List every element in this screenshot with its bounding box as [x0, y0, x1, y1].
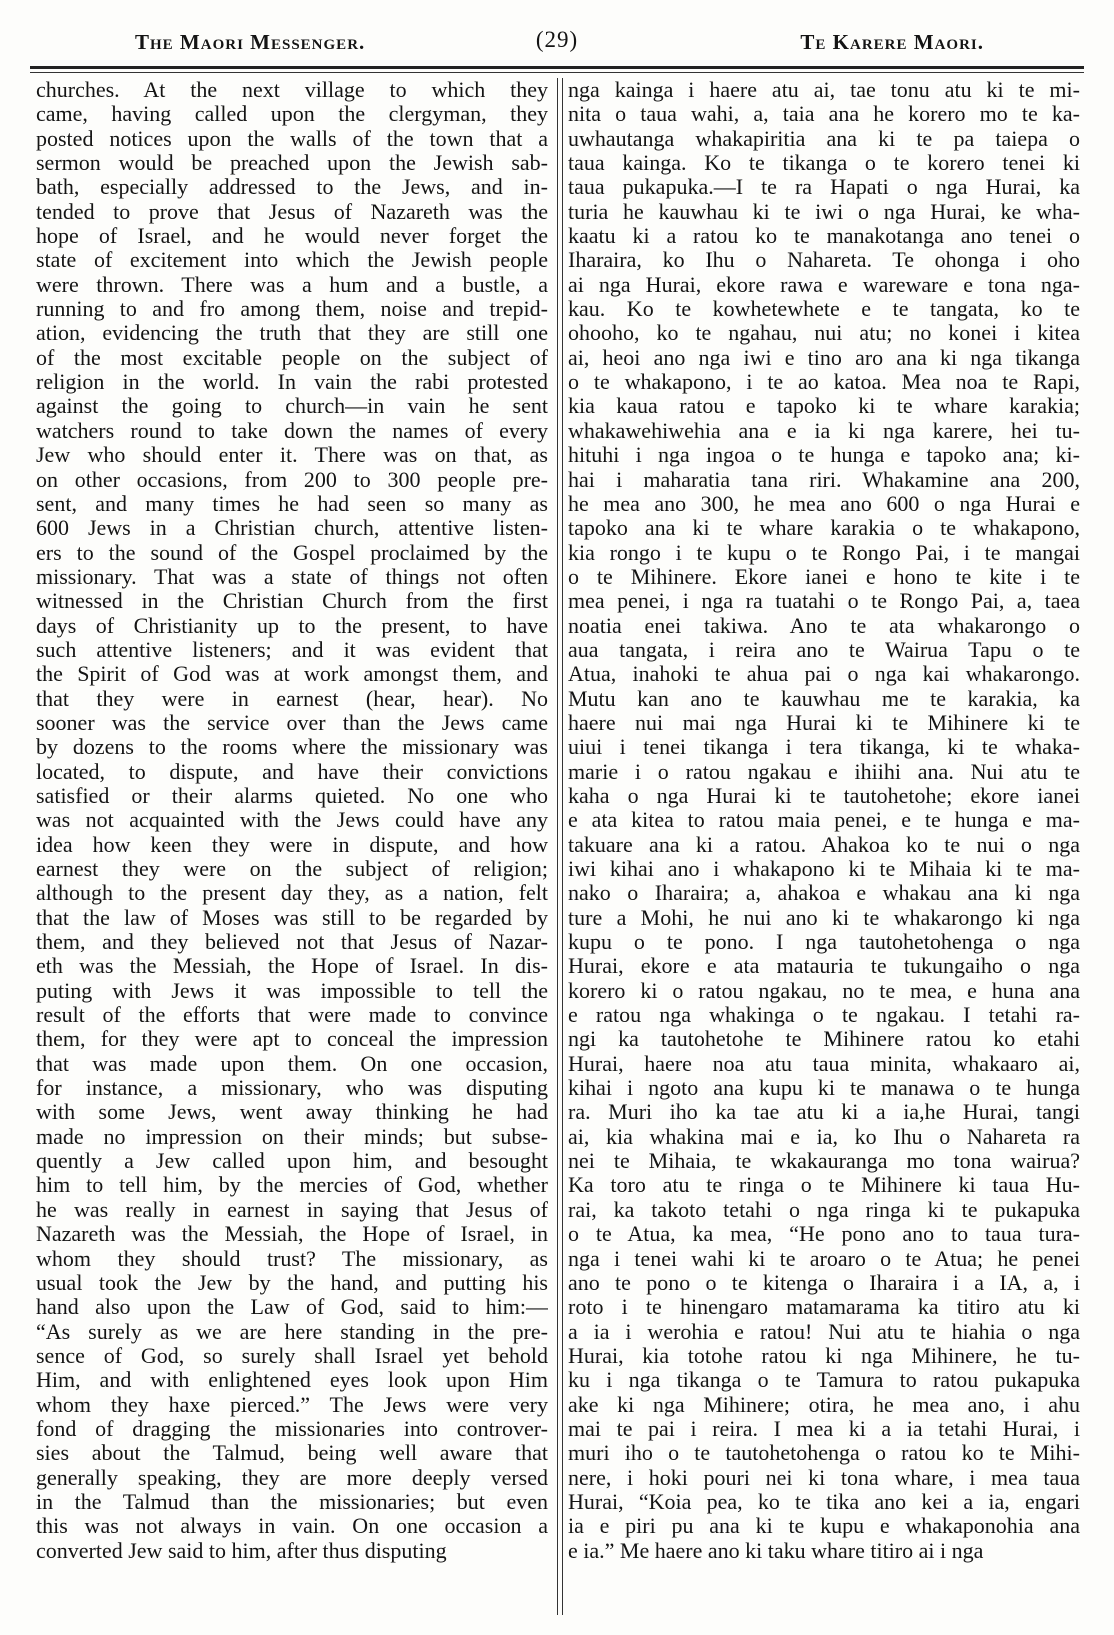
text-line: on other occasions, from 200 to 300 people pre- — [36, 467, 548, 492]
text-line: idea how keen they were in dispute, and how — [36, 832, 548, 857]
text-line: fond of dragging the missionaries into controver- — [36, 1416, 548, 1441]
text-line: puting with Jews it was impossible to tell the — [36, 978, 548, 1003]
text-line: kaatu ki a ratou ko te manakotanga ano tenei o — [568, 224, 1080, 249]
text-line: ake ki nga Mihinere; otira, he mea ano, i ahu — [568, 1392, 1080, 1417]
text-line: taua pukapuka.—I te ra Hapati o nga Hurai, ka — [568, 175, 1080, 200]
text-line: result of the efforts that were made to convince — [36, 1003, 548, 1028]
text-line: sent, and many times he had seen so many as — [36, 491, 548, 516]
text-line: the Spirit of God was at work amongst them, and — [36, 662, 548, 687]
text-line: ers to the sound of the Gospel proclaimed by the — [36, 540, 548, 565]
text-line: bath, especially addressed to the Jews, and in- — [36, 175, 548, 200]
text-line: e ata kitea to ratou maia penei, e te hunga e ma- — [568, 808, 1080, 833]
column-divider-left — [557, 78, 558, 1615]
text-line: Iharaira, ko Ihu o Nahareta. Te ohonga i oho — [568, 248, 1080, 273]
text-line: korero ki o ratou ngakau, no te mea, e huna ana — [568, 978, 1080, 1003]
text-line: eth was the Messiah, the Hope of Israel. In dis- — [36, 954, 548, 979]
text-line: Hurai, “Koia pea, ko te tika ano kei a ia, engari — [568, 1489, 1080, 1514]
text-line: ra. Muri iho ka tae atu ki a ia,he Hurai, tangi — [568, 1100, 1080, 1125]
text-line: such attentive listeners; and it was evident that — [36, 637, 548, 662]
text-line: churches. At the next village to which they — [36, 78, 548, 102]
text-line: although to the present day they, as a nation, felt — [36, 881, 548, 906]
maori-column — [568, 78, 1080, 1563]
text-line: quently a Jew called upon him, and besought — [36, 1149, 548, 1174]
text-line: he mea ano 300, he mea ano 600 o nga Hurai e — [568, 491, 1080, 516]
text-line: uwhautanga whakapiritia ana ki te pa taiepa o — [568, 126, 1080, 151]
text-line: Hurai, ekore e ata matauria te tukungaiho o nga — [568, 954, 1080, 979]
text-line: was not acquainted with the Jews could have any — [36, 808, 548, 833]
text-line: uiui i tenei tikanga i tera tikanga, ki te whaka- — [568, 735, 1080, 760]
text-line: tapoko ana ki te whare karakia o te whakapono, — [568, 516, 1080, 541]
text-line: that was made upon them. On one occasion, — [36, 1051, 548, 1076]
text-line: that the law of Moses was still to be regarded by — [36, 905, 548, 930]
text-line: kihai i ngoto ana kupu ki te manawa o te hunga — [568, 1076, 1080, 1101]
text-line: earnest they were on the subject of religion; — [36, 857, 548, 881]
text-line: sies about the Talmud, being well aware that — [36, 1441, 548, 1466]
english-column — [36, 78, 548, 1563]
text-line: ia e piri pu ana ki te kupu e whakaponohia ana — [568, 1514, 1080, 1539]
text-line: nei te Mihaia, te wkakauranga mo tona wairua? — [568, 1149, 1080, 1174]
text-line: witnessed in the Christian Church from the first — [36, 589, 548, 614]
text-line: for instance, a missionary, who was disputing — [36, 1076, 548, 1101]
text-line: generally speaking, they are more deeply versed — [36, 1465, 548, 1490]
text-line: marie i o ratou ngakau e ihiihi ana. Nui atu te — [568, 759, 1080, 784]
text-line: ku i nga tikanga o te Tamura to ratou pukapuka — [568, 1368, 1080, 1393]
text-line: o te Atua, ka mea, “He pono ano to taua tura- — [568, 1222, 1080, 1247]
text-line: kia rongo i te kupu o te Rongo Pai, i te mangai — [568, 540, 1080, 565]
text-line: Hurai, kia totohe ratou ki nga Mihinere, he tu- — [568, 1343, 1080, 1368]
text-line: ngi ka tautohetohe te Mihinere ratou ko etahi — [568, 1027, 1080, 1052]
text-line: rai, ka takoto tetahi o nga ringa ki te pukapuka — [568, 1197, 1080, 1222]
text-line: ai nga Hurai, ekore rawa e wareware e tona nga- — [568, 272, 1080, 297]
header-title-maori: Te Karere Maori. — [800, 30, 984, 54]
text-line: ano te pono o te kitenga o Iharaira i a IA, a, i — [568, 1270, 1080, 1295]
text-line: posted notices upon the walls of the town that a — [36, 126, 548, 151]
text-line: watchers round to take down the names of every — [36, 418, 548, 443]
text-line: aua tangata, i reira ano te Wairua Tapu o te — [568, 637, 1080, 662]
text-line: o te whakapono, i te ao katoa. Mea noa te Rapi, — [568, 370, 1080, 395]
text-line: e ia.” Me haere ano ki taku whare titiro ai i nga — [568, 1538, 984, 1563]
text-line: he was really in earnest in saying that Jesus of — [36, 1197, 548, 1222]
text-line: “As surely as we are here standing in the pre- — [36, 1319, 548, 1344]
text-line: ation, evidencing the truth that they are still one — [36, 321, 548, 346]
text-line: kau. Ko te kowhetewhete e te tangata, ko te — [568, 297, 1080, 322]
text-line: Jew who should enter it. There was on that, as — [36, 443, 548, 468]
text-line: by dozens to the rooms where the missionary was — [36, 735, 548, 760]
text-line: mea penei, i nga ra tuatahi o te Rongo Pai, a, taea — [568, 589, 1080, 614]
header-rule-thick — [30, 66, 1084, 69]
text-line: that they were in earnest (hear, hear). No — [36, 686, 548, 711]
text-line: this was not always in vain. On one occasion a — [36, 1514, 548, 1539]
text-line: kupu o te pono. I nga tautohetohenga o nga — [568, 930, 1080, 955]
text-line: in the Talmud than the missionaries; but even — [36, 1489, 548, 1514]
text-line: sooner was the service over than the Jews came — [36, 710, 548, 735]
text-line: Mutu kan ano te kauwhau me te karakia, ka — [568, 686, 1080, 711]
text-line: against the going to church—in vain he sent — [36, 394, 548, 419]
text-line: nga kainga i haere atu ai, tae tonu atu ki te mi- — [568, 78, 1080, 102]
text-line: missionary. That was a state of things not often — [36, 564, 548, 589]
text-line: Atua, inahoki te ahua pai o nga kai whakarongo. — [568, 662, 1080, 687]
text-line: them, and they believed not that Jesus of Nazar- — [36, 930, 548, 955]
text-line: satisfied or their alarms quieted. No one who — [36, 783, 548, 808]
text-line: them, for they were apt to conceal the impression — [36, 1027, 548, 1052]
text-line: days of Christianity up to the present, to have — [36, 613, 548, 638]
header-title-english: The Maori Messenger. — [135, 30, 366, 54]
text-line: of the most excitable people on the subject of — [36, 345, 548, 370]
text-line: located, to dispute, and have their convictions — [36, 759, 548, 784]
text-line: a ia i werohia e ratou! Nui atu te hiahia o nga — [568, 1319, 1080, 1344]
column-divider-right — [562, 78, 563, 1615]
text-line: usual took the Jew by the hand, and putting his — [36, 1270, 548, 1295]
header-rule-thin — [30, 72, 1084, 73]
text-line: kaha o nga Hurai ki te tautohetohe; ekore ianei — [568, 783, 1080, 808]
text-line: with some Jews, went away thinking he had — [36, 1100, 548, 1125]
text-line: noatia enei takiwa. Ano te ata whakarongo o — [568, 613, 1080, 638]
text-line: tended to prove that Jesus of Nazareth was the — [36, 199, 548, 224]
text-line: sence of God, so surely shall Israel yet behold — [36, 1343, 548, 1368]
text-line: hituhi i nga ingoa o te hunga e tapoko ana; ki- — [568, 443, 1080, 468]
text-line: state of excitement into which the Jewish people — [36, 248, 548, 273]
text-line: nga i tenei wahi ki te aroaro o te Atua; he penei — [568, 1246, 1080, 1271]
text-line: ai, heoi ano nga iwi e tino aro ana ki nga tikanga — [568, 345, 1080, 370]
text-line: Nazareth was the Messiah, the Hope of Israel, in — [36, 1222, 548, 1247]
text-line: made no impression on their minds; but subse- — [36, 1124, 548, 1149]
text-line: kia kaua ratou e tapoko ki te whare karakia; — [568, 394, 1080, 419]
text-line: whom they should trust? The missionary, as — [36, 1246, 548, 1271]
text-line: Hurai, haere noa atu taua minita, whakaaro ai, — [568, 1051, 1080, 1076]
text-line: iwi kihai ano i whakapono ki te Mihaia ki te ma- — [568, 857, 1080, 881]
text-line: him to tell him, by the mercies of God, whether — [36, 1173, 548, 1198]
page-number: (29) — [535, 27, 579, 52]
text-line: nako o Iharaira; a, ahakoa e whakau ana ki nga — [568, 881, 1080, 906]
text-line: nita o taua wahi, a, taia ana he korero mo te ka- — [568, 102, 1080, 127]
text-line: mai te pai i reira. I mea ki a ia tetahi Hurai, i — [568, 1416, 1080, 1441]
running-head — [40, 22, 1074, 58]
text-line: hai i maharatia tana riri. Whakamine ana 200, — [568, 467, 1080, 492]
text-line: came, having called upon the clergyman, they — [36, 102, 548, 127]
text-line: hand also upon the Law of God, said to him:— — [36, 1295, 548, 1320]
text-line: converted Jew said to him, after thus disputing — [36, 1538, 447, 1563]
text-line: whakawehiwehia ana e ia ki nga karere, hei tu- — [568, 418, 1080, 443]
text-line: o te Mihinere. Ekore ianei e hono te kite i te — [568, 564, 1080, 589]
text-line: haere nui mai nga Hurai ki te Mihinere ki te — [568, 710, 1080, 735]
text-line: e ratou nga whakinga o te ngakau. I tetahi ra- — [568, 1003, 1080, 1028]
text-line: Him, and with enlightened eyes look upon Him — [36, 1368, 548, 1393]
text-line: muri iho o te tautohetohenga o ratou ko te Mihi- — [568, 1441, 1080, 1466]
text-line: 600 Jews in a Christian church, attentive listen- — [36, 516, 548, 541]
text-line: sermon would be preached upon the Jewish sab- — [36, 151, 548, 176]
text-line: religion in the world. In vain the rabi protested — [36, 370, 548, 395]
text-line: ture a Mohi, he nui ano ki te whakarongo ki nga — [568, 905, 1080, 930]
text-line: hope of Israel, and he would never forget the — [36, 224, 548, 249]
text-line: takuare ana ki a ratou. Ahakoa ko te nui o nga — [568, 832, 1080, 857]
text-line: running to and fro among them, noise and trepid- — [36, 297, 548, 322]
text-line: ohooho, ko te ngahau, nui atu; no konei i kitea — [568, 321, 1080, 346]
text-line: ai, kia whakina mai e ia, ko Ihu o Nahareta ra — [568, 1124, 1080, 1149]
text-line: turia he kauwhau ki te iwi o nga Hurai, ke wha- — [568, 199, 1080, 224]
text-line: whom they haxe pierced.” The Jews were very — [36, 1392, 548, 1417]
text-line: Ka toro atu te ringa o te Mihinere ki taua Hu- — [568, 1173, 1080, 1198]
text-line: were thrown. There was a hum and a bustle, a — [36, 272, 548, 297]
text-line: nere, i hoki pouri nei ki tona whare, i mea taua — [568, 1465, 1080, 1490]
text-line: roto i te hinengaro matamarama ka titiro atu ki — [568, 1295, 1080, 1320]
text-line: taua kainga. Ko te tikanga o te korero tenei ki — [568, 151, 1080, 176]
